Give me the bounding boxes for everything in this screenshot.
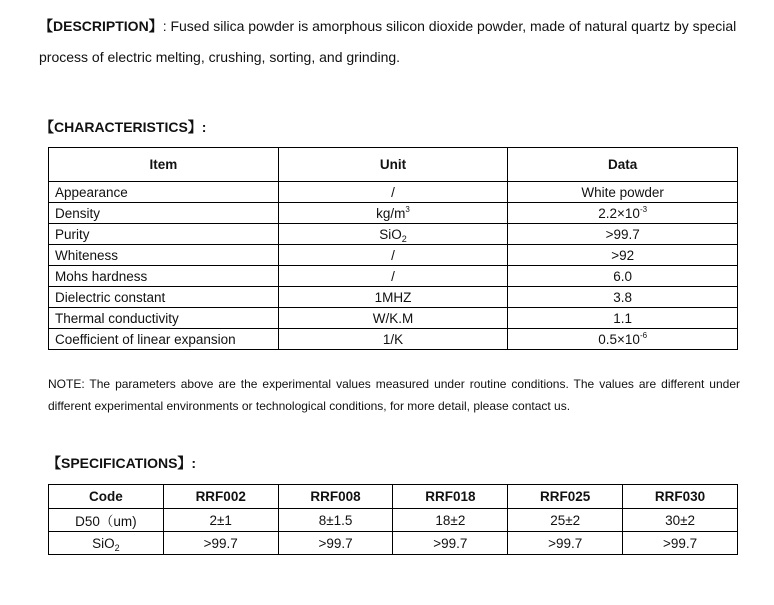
row-data: >99.7 [508,224,738,245]
row-unit: W/K.M [278,308,508,329]
table-row [49,532,738,555]
row-unit: / [278,182,508,203]
description-paragraph [39,11,749,73]
table-row [49,182,738,203]
table-row [49,287,738,308]
row-unit [278,203,508,224]
data-superscript: -3 [639,204,648,214]
row-unit [278,224,508,245]
sio2-label-base: SiO [92,535,115,551]
table-header-row [49,148,738,182]
unit-superscript: 3 [405,204,410,214]
unit-base: kg/m [376,205,406,221]
row-item: Thermal conductivity [49,308,279,329]
sio2-value: >99.7 [163,532,278,555]
row-unit: / [278,266,508,287]
row-item: Dielectric constant [49,287,279,308]
sio2-value: >99.7 [278,532,393,555]
header-product-code: RRF018 [393,485,508,509]
characteristics-table [48,147,738,350]
row-data: 1.1 [508,308,738,329]
description-separator: : [162,18,167,34]
row-data: >92 [508,245,738,266]
data-superscript: -6 [639,330,648,340]
row-item: Coefficient of linear expansion [49,329,279,350]
table-row [49,329,738,350]
row-item: Density [49,203,279,224]
note-text: NOTE: The parameters above are the experimental values measured under routine conditions. The values are different under different experimental environments or technological conditions, for more detail, please contact us. [48,377,740,413]
header-product-code: RRF025 [508,485,623,509]
d50-value: 25±2 [508,509,623,532]
unit-base: SiO [379,226,402,242]
header-item: Item [49,148,279,182]
sio2-value: >99.7 [623,532,738,555]
row-item: Appearance [49,182,279,203]
row-data [508,329,738,350]
table-header-row [49,485,738,509]
row-data: 6.0 [508,266,738,287]
sio2-label-subscript: 2 [114,542,120,553]
header-product-code: RRF002 [163,485,278,509]
row-data [508,203,738,224]
table-row [49,203,738,224]
unit-subscript: 2 [401,233,407,244]
row-item: Whiteness [49,245,279,266]
sio2-label [49,532,164,555]
header-code: Code [49,485,164,509]
table-row [49,245,738,266]
table-row [49,224,738,245]
sio2-value: >99.7 [393,532,508,555]
data-base: 2.2×10 [598,205,640,221]
specifications-title: 【SPECIFICATIONS】: [47,455,197,471]
header-product-code: RRF008 [278,485,393,509]
header-data: Data [508,148,738,182]
data-base: 0.5×10 [598,331,640,347]
characteristics-title: 【CHARACTERISTICS】: [40,119,207,135]
header-product-code: RRF030 [623,485,738,509]
table-row [49,509,738,532]
row-unit: / [278,245,508,266]
table-row [49,308,738,329]
row-item: Purity [49,224,279,245]
row-data: White powder [508,182,738,203]
row-data: 3.8 [508,287,738,308]
table-row [49,266,738,287]
d50-value: 30±2 [623,509,738,532]
d50-value: 8±1.5 [278,509,393,532]
row-unit: 1MHZ [278,287,508,308]
row-unit: 1/K [278,329,508,350]
specifications-table [48,484,738,555]
row-item: Mohs hardness [49,266,279,287]
header-unit: Unit [278,148,508,182]
sio2-value: >99.7 [508,532,623,555]
description-heading: 【DESCRIPTION】 [39,18,163,34]
d50-label: D50（um) [49,509,164,532]
description-text: Fused silica powder is amorphous silicon dioxide powder, made of natural quartz by special process of electric melting, crushing, sorting, and grinding. [39,18,737,65]
d50-value: 18±2 [393,509,508,532]
d50-value: 2±1 [163,509,278,532]
